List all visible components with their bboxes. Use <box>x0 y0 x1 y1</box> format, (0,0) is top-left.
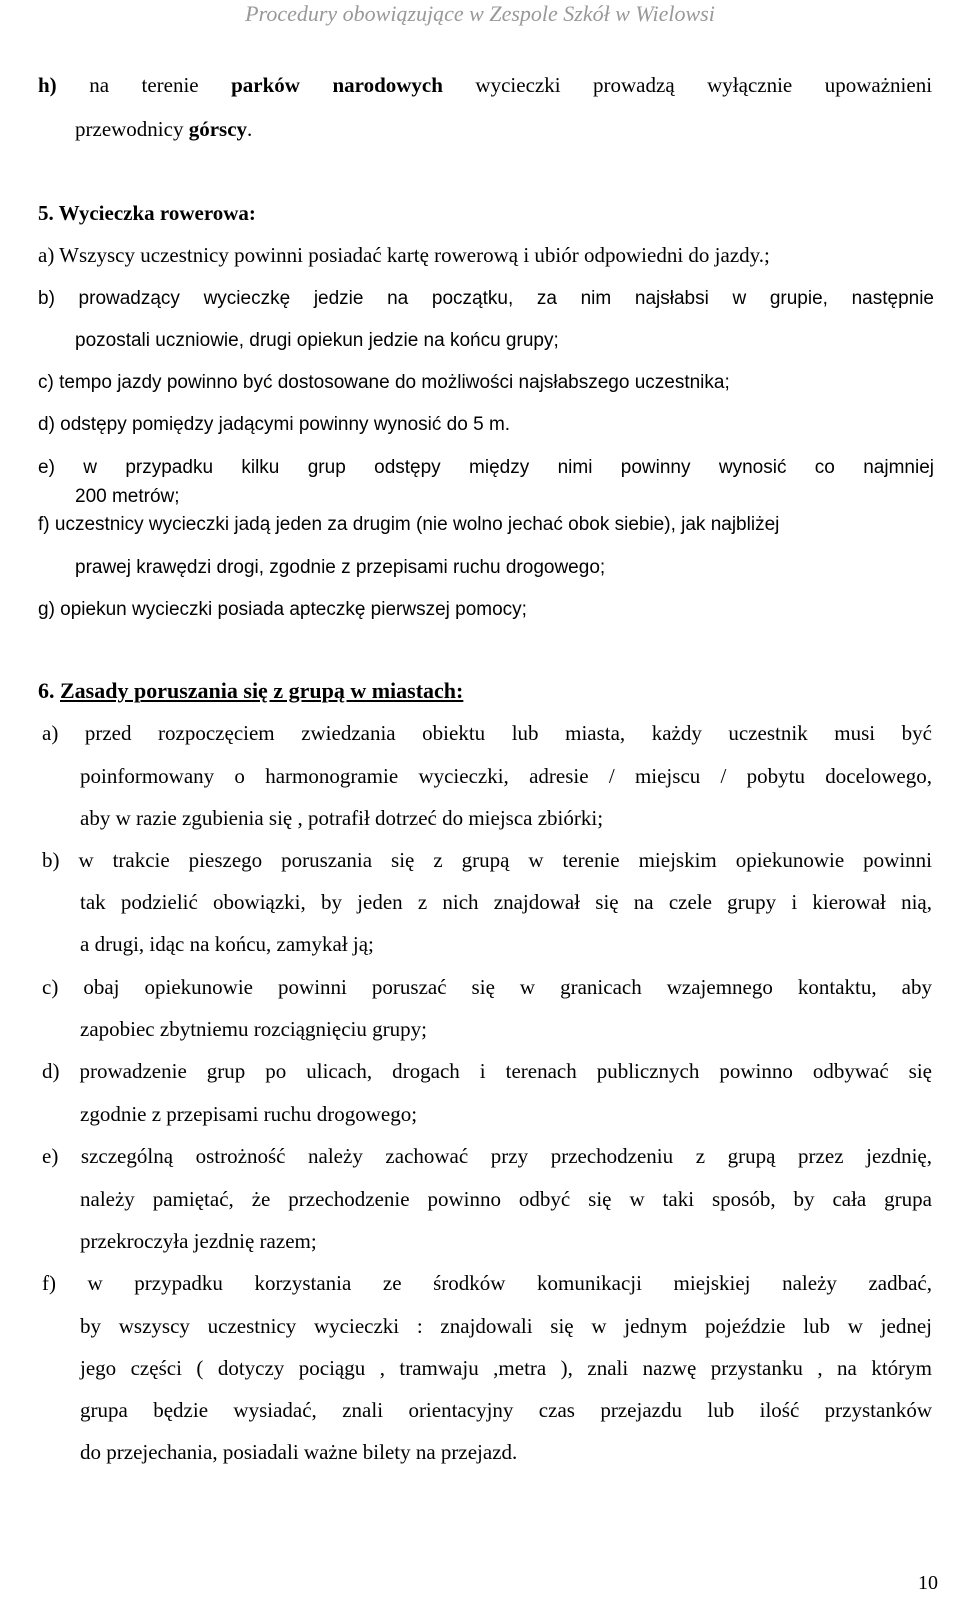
section-6-item-e-cont1: należy pamiętać, że przechodzenie powinno odbyć się w taki sposób, by cała grupa <box>80 1187 932 1211</box>
section-6-item-c-cont: zapobiec zbytniemu rozciągnięciu grupy; <box>80 1017 427 1041</box>
section-6-item-a-cont1: poinformowany o harmonogramie wycieczki, adresie / miejscu / pobytu docelowego, <box>80 764 932 788</box>
section-6-item-b-cont1: tak podzielić obowiązki, by jeden z nich znajdował się na czele grupy i kierował nią, <box>80 890 932 914</box>
section-6-item-a-cont2: aby w razie zgubienia się , potrafił dotrzeć do miejsca zbiórki; <box>80 806 604 830</box>
list-item-h: h) na terenie parków narodowych wycieczki prowadzą wyłącznie upoważnieni <box>38 73 933 97</box>
section-6-item-f-cont4: do przejechania, posiadali ważne bilety na przejazd. <box>80 1440 518 1464</box>
section-5-item-e: e) w przypadku kilku grup odstępy między nimi powinny wynosić co najmniej <box>38 457 934 478</box>
section-5-item-b: b) prowadzący wycieczkę jedzie na początku, za nim najsłabsi w grupie, następnie <box>38 288 934 309</box>
section-5-item-b-cont: pozostali uczniowie, drugi opiekun jedzie na końcu grupy; <box>75 330 559 351</box>
section-6-item-d: d) prowadzenie grup po ulicach, drogach i terenach publicznych powinno odbywać się <box>42 1059 932 1083</box>
section-6-item-e-cont2: przekroczyła jezdnię razem; <box>80 1229 317 1253</box>
page-header: Procedury obowiązujące w Zespole Szkół w Wielowsi <box>245 1 715 26</box>
section-5-item-g: g) opiekun wycieczki posiada apteczkę pierwszej pomocy; <box>38 599 527 620</box>
section-6-item-a: a) przed rozpoczęciem zwiedzania obiektu lub miasta, każdy uczestnik musi być <box>42 721 932 745</box>
section-5-item-f-cont: prawej krawędzi drogi, zgodnie z przepisami ruchu drogowego; <box>75 557 606 578</box>
section-5-item-e-cont: 200 metrów; <box>75 486 180 507</box>
section-6-item-b-cont2: a drugi, idąc na końcu, zamykał ją; <box>80 932 374 956</box>
page-number: 10 <box>918 1572 938 1594</box>
section-6-title: 6. Zasady poruszania się z grupą w miastach: <box>38 678 464 703</box>
section-5-item-f: f) uczestnicy wycieczki jadą jeden za drugim (nie wolno jechać obok siebie), jak najbliżej <box>38 514 780 535</box>
list-item-h-cont: przewodnicy górscy. <box>75 117 253 141</box>
item-label: h) <box>38 73 57 97</box>
section-6-item-f-cont3: grupa będzie wysiadać, znali orientacyjny czas przejazdu lub ilość przystanków <box>80 1398 932 1422</box>
section-6-item-f: f) w przypadku korzystania ze środków komunikacji miejskiej należy zadbać, <box>42 1271 932 1295</box>
section-5-item-d: d) odstępy pomiędzy jadącymi powinny wynosić do 5 m. <box>38 414 511 435</box>
section-5-item-c: c) tempo jazdy powinno być dostosowane do możliwości najsłabszego uczestnika; <box>38 372 730 393</box>
section-6-item-b: b) w trakcie pieszego poruszania się z grupą w terenie miejskim opiekunowie powinni <box>42 848 932 872</box>
section-6-item-f-cont1: by wszyscy uczestnicy wycieczki : znajdowali się w jednym pojeździe lub w jednej <box>80 1314 932 1338</box>
section-6-item-d-cont: zgodnie z przepisami ruchu drogowego; <box>80 1102 418 1126</box>
section-5-title: 5. Wycieczka rowerowa: <box>38 201 256 225</box>
section-6-item-e: e) szczególną ostrożność należy zachować przy przechodzeniu z grupą przez jezdnię, <box>42 1144 932 1168</box>
section-6-item-c: c) obaj opiekunowie powinni poruszać się w granicach wzajemnego kontaktu, aby <box>42 975 932 999</box>
section-6-item-f-cont2: jego części ( dotyczy pociągu , tramwaju ,metra ), znali nazwę przystanku , na którym <box>80 1356 932 1380</box>
section-5-item-a: a) Wszyscy uczestnicy powinni posiadać kartę rowerową i ubiór odpowiedni do jazdy.; <box>38 243 770 267</box>
